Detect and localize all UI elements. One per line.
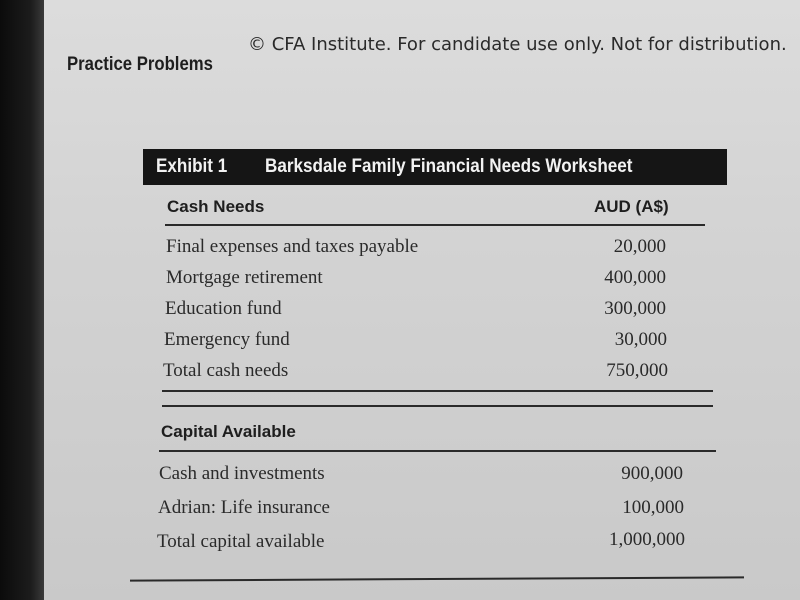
screen-bezel	[0, 0, 44, 600]
cash-need-label: Mortgage retirement	[166, 267, 323, 288]
cash-need-label: Education fund	[165, 298, 282, 319]
cash-need-label: Final expenses and taxes payable	[166, 236, 419, 257]
total-rule	[162, 390, 713, 392]
exhibit-title: Barksdale Family Financial Needs Worksheet	[265, 156, 633, 177]
capital-header-rule	[159, 450, 716, 452]
bottom-rule	[130, 576, 744, 581]
section-divider-rule	[162, 405, 713, 407]
capital-label: Cash and investments	[159, 463, 325, 484]
cash-need-value: 20,000	[613, 236, 666, 257]
total-capital-label: Total capital available	[157, 531, 325, 552]
exhibit-number: Exhibit 1	[156, 156, 228, 177]
cash-need-value: 300,000	[604, 298, 666, 319]
header-rule	[165, 224, 705, 226]
capital-value: 100,000	[622, 497, 684, 518]
cash-need-value: 30,000	[614, 329, 667, 350]
capital-value: 900,000	[621, 463, 683, 484]
capital-available-header: Capital Available	[161, 422, 296, 441]
copyright-watermark: © CFA Institute. For candidate use only. Not for distribution.	[248, 34, 787, 55]
exhibit-title-bar	[143, 149, 727, 185]
cash-needs-header: Cash Needs	[167, 197, 265, 216]
capital-label: Adrian: Life insurance	[158, 497, 330, 518]
cash-need-value: 400,000	[604, 267, 666, 288]
currency-header: AUD (A$)	[594, 197, 669, 216]
cash-need-label: Emergency fund	[164, 329, 290, 350]
total-cash-needs-label: Total cash needs	[163, 360, 289, 381]
section-label: Practice Problems	[67, 54, 213, 75]
total-cash-needs-value: 750,000	[606, 360, 668, 381]
total-capital-value: 1,000,000	[609, 529, 685, 550]
